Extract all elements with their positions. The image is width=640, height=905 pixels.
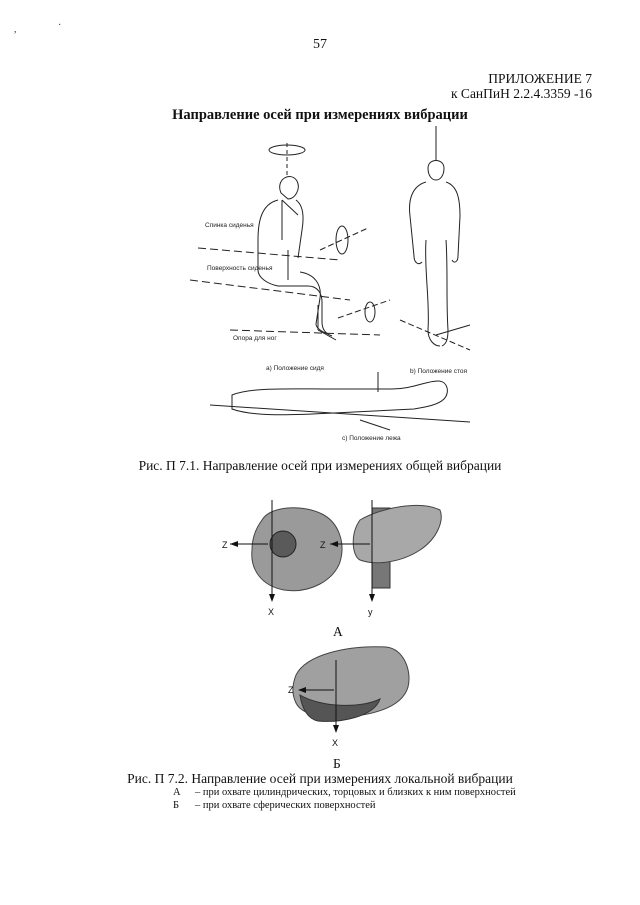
note-text: – при охвате сферических поверхностей — [195, 800, 376, 811]
page-title: Направление осей при измерениях вибрации — [172, 107, 468, 123]
label-foot-rest: Опора для ног — [233, 335, 277, 342]
label-position-lying: с) Положение лежа — [342, 435, 401, 442]
axis-label-z-2: Z — [320, 540, 326, 550]
hand-handle — [330, 500, 441, 602]
axis-label-z-1: Z — [222, 540, 228, 550]
page-number: 57 — [313, 37, 327, 52]
note-row — [173, 786, 516, 799]
standing-figure — [400, 126, 470, 350]
axis-label-x-1: X — [268, 607, 275, 617]
label-seat-back: Спинка сиденья — [205, 222, 254, 229]
scan-mark: · — [58, 20, 62, 31]
axis-label-z-3: Z — [288, 685, 294, 695]
figure-2-letter-b: Б — [333, 756, 341, 771]
sitting-figure — [190, 143, 390, 340]
appendix-line-1: ПРИЛОЖЕНИЕ 7 — [488, 71, 592, 86]
figure-2-caption: Рис. П 7.2. Направление осей при измерениях локальной вибрации — [127, 771, 513, 786]
figure-1-caption: Рис. П 7.1. Направление осей при измерениях общей вибрации — [138, 458, 502, 473]
label-position-sitting: а) Положение сидя — [266, 365, 324, 372]
lying-figure — [210, 372, 470, 430]
axis-label-y-2: y — [368, 607, 373, 617]
figure-2-notes — [173, 786, 516, 812]
note-row — [173, 799, 516, 812]
hand-spherical — [293, 647, 409, 733]
scan-mark: , — [14, 24, 17, 35]
figure-2-letter-a: А — [333, 624, 343, 639]
note-letter: А — [173, 787, 181, 798]
appendix-line-2: к СанПиН 2.2.4.3359 -16 — [451, 86, 592, 101]
note-text: – при охвате цилиндрических, торцовых и близких к ним поверхностей — [195, 787, 516, 798]
hand-cylindrical — [230, 500, 342, 602]
label-seat-surface: Поверхность сиденья — [207, 265, 273, 272]
figure-local-vibration — [0, 490, 640, 800]
label-position-standing: b) Положение стоя — [410, 368, 468, 375]
note-letter: Б — [173, 800, 180, 811]
axis-label-x-3: X — [332, 738, 339, 748]
